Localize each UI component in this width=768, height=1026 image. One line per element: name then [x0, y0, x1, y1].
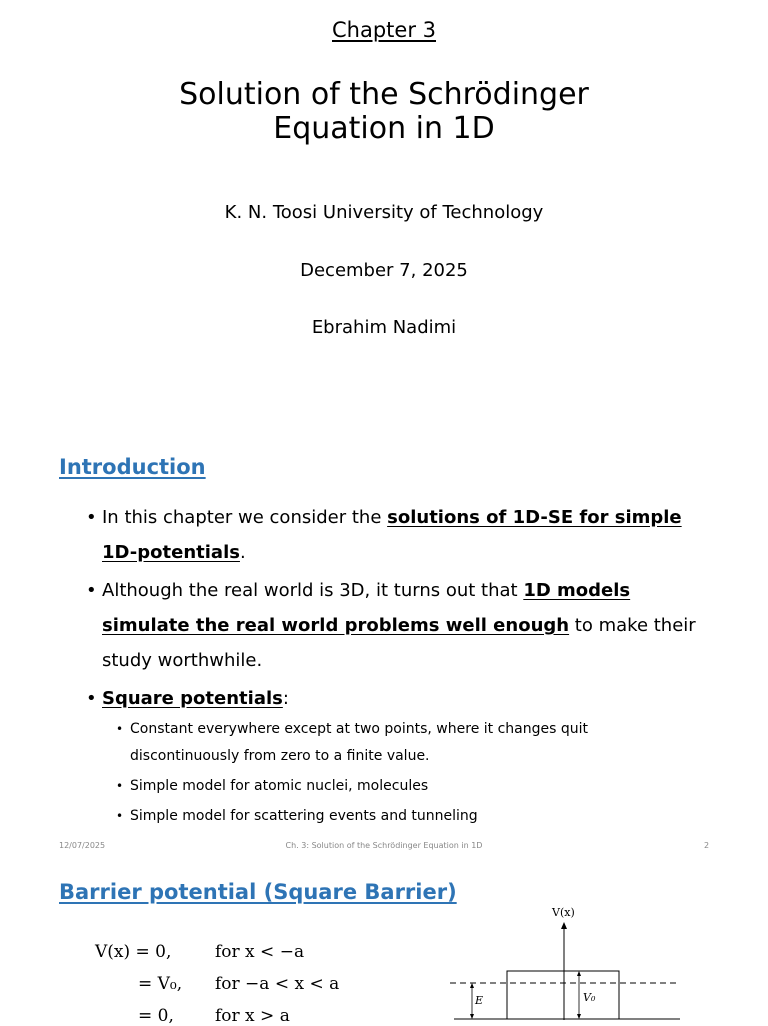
sub-bullet: • Constant everywhere except at two points, where it changes quit discontinuously from zero to a finite value. — [116, 716, 676, 770]
footer-title: Ch. 3: Solution of the Schrödinger Equation in 1D — [285, 841, 483, 850]
sub-bullet: • Simple model for scattering events and tunneling — [116, 803, 676, 830]
intro-bullet — [86, 681, 706, 716]
intro-bullet — [86, 500, 706, 570]
bullet-text: : — [282, 688, 289, 709]
bullet-text: to make their study worthwhile. — [102, 615, 696, 671]
equation-condition: for x > a — [215, 1006, 290, 1026]
axis-arrow-icon — [561, 922, 567, 929]
energy-arrow-up-icon — [470, 983, 474, 988]
footer-date: 12/07/2025 — [59, 841, 106, 850]
equation-condition: for x < −a — [215, 942, 305, 962]
bullet-text: In this chapter we consider the — [102, 507, 388, 528]
chapter-label: Chapter 3 — [332, 18, 436, 42]
equation-lhs: V(x) = 0, — [95, 942, 172, 962]
bullet-emphasis: 1D models simulate the real world problems well enough — [102, 580, 631, 636]
title-line-1: Solution of the Schrödinger — [179, 77, 589, 112]
energy-label: E — [475, 994, 484, 1007]
equation-lhs: = V₀, — [138, 974, 183, 994]
intro-bullet-list — [86, 500, 706, 719]
university-name: K. N. Toosi University of Technology — [224, 202, 544, 223]
square-barrier-figure — [440, 900, 690, 1024]
axis-label: V(x) — [552, 906, 575, 919]
intro-bullet — [86, 573, 706, 678]
bullet-emphasis: Square potentials — [102, 688, 283, 709]
barrier-arrow-down-icon — [577, 1014, 581, 1019]
bullet-text: . — [239, 542, 246, 563]
barrier-rect — [507, 971, 619, 1019]
equation-lhs: = 0, — [138, 1006, 174, 1026]
bullet-emphasis: solutions of 1D-SE for simple 1D-potentials — [102, 507, 682, 563]
bullet-text: Although the real world is 3D, it turns out that — [102, 580, 524, 601]
barrier-arrow-up-icon — [577, 971, 581, 976]
sub-bullet: • Simple model for atomic nuclei, molecules — [116, 773, 676, 800]
barrier-heading: Barrier potential (Square Barrier) — [59, 880, 457, 904]
barrier-height-label: V₀ — [583, 991, 596, 1004]
sub-bullet-list — [116, 716, 676, 833]
footer-page-number: 2 — [704, 841, 710, 850]
energy-arrow-down-icon — [470, 1014, 474, 1019]
equation-condition: for −a < x < a — [215, 974, 340, 994]
author-name: Ebrahim Nadimi — [311, 317, 457, 338]
title-line-2: Equation in 1D — [273, 111, 495, 146]
slide-title — [0, 78, 768, 146]
introduction-heading: Introduction — [59, 455, 206, 479]
potential-equations — [95, 942, 395, 1024]
presentation-date: December 7, 2025 — [300, 260, 468, 281]
